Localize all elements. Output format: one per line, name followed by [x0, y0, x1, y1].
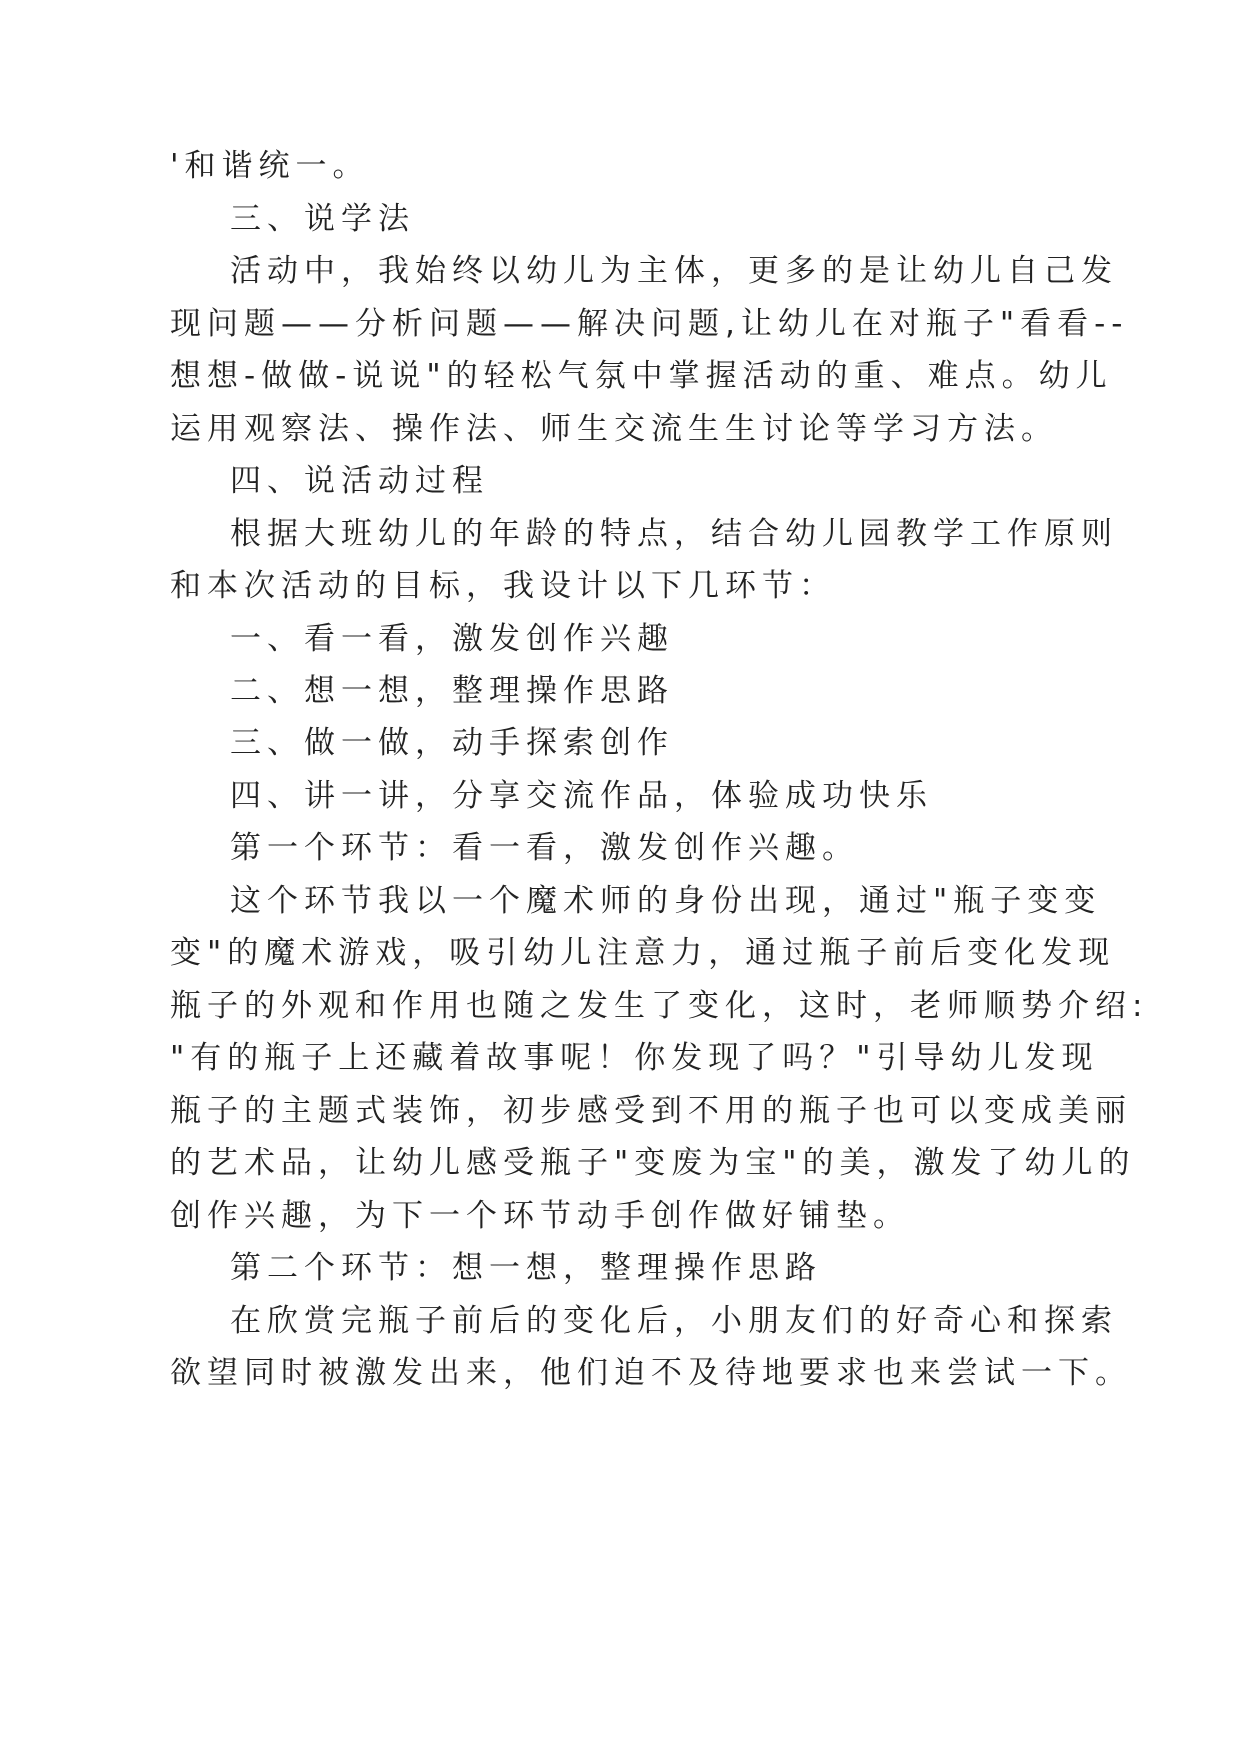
- text-line: 活动中，我始终以幼儿为主体，更多的是让幼儿自己发: [230, 253, 1118, 289]
- list-item: 一、看一看，激发创作兴趣: [230, 621, 674, 657]
- section-heading-study-method: 三、说学法: [230, 201, 415, 237]
- text-line: 瓶子的主题式装饰，初步感受到不用的瓶子也可以变成美丽: [170, 1093, 1132, 1129]
- text-line: 欲望同时被激发出来，他们迫不及待地要求也来尝试一下。: [170, 1355, 1132, 1391]
- subheading-step-two: 第二个环节：想一想，整理操作思路: [230, 1250, 822, 1286]
- list-item: 四、讲一讲，分享交流作品，体验成功快乐: [230, 778, 933, 814]
- text-line: 创作兴趣，为下一个环节动手创作做好铺垫。: [170, 1198, 910, 1234]
- text-line: 这个环节我以一个魔术师的身份出现，通过"瓶子变变: [230, 883, 1102, 919]
- list-item: 三、做一做，动手探索创作: [230, 725, 674, 761]
- text-line: '和谐统一。: [170, 148, 370, 184]
- section-heading-activity-process: 四、说活动过程: [230, 463, 489, 499]
- text-line: 变"的魔术游戏，吸引幼儿注意力，通过瓶子前后变化发现: [170, 935, 1116, 971]
- text-line: 想想-做做-说说"的轻松气氛中掌握活动的重、难点。幼儿: [170, 358, 1113, 394]
- text-line: 在欣赏完瓶子前后的变化后，小朋友们的好奇心和探索: [230, 1303, 1118, 1339]
- list-item: 二、想一想，整理操作思路: [230, 673, 674, 709]
- text-line: 现问题——分析问题——解决问题,让幼儿在对瓶子"看看--: [170, 306, 1129, 342]
- text-line: "有的瓶子上还藏着故事呢！你发现了吗？"引导幼儿发现: [170, 1040, 1099, 1076]
- text-line: 瓶子的外观和作用也随之发生了变化，这时，老师顺势介绍:: [170, 988, 1149, 1024]
- text-line: 的艺术品，让幼儿感受瓶子"变废为宝"的美，激发了幼儿的: [170, 1145, 1136, 1181]
- text-line: 运用观察法、操作法、师生交流生生讨论等学习方法。: [170, 411, 1058, 447]
- subheading-step-one: 第一个环节：看一看，激发创作兴趣。: [230, 830, 859, 866]
- text-line: 和本次活动的目标，我设计以下几环节：: [170, 568, 836, 604]
- text-line: 根据大班幼儿的年龄的特点，结合幼儿园教学工作原则: [230, 516, 1118, 552]
